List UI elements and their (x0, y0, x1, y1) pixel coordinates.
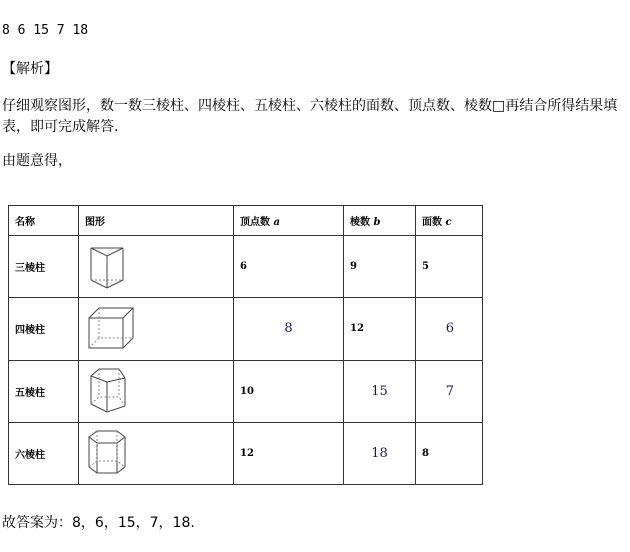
row-vertices: 10 (234, 360, 344, 422)
row-edges: 18 (344, 422, 416, 484)
header-shape: 图形 (79, 206, 234, 236)
header-edges: 棱数 b (344, 206, 416, 236)
table-header-row (9, 206, 483, 236)
analysis-paragraph: 仔细观察图形，数一数三棱柱、四棱柱、五棱柱、六棱柱的面数、顶点数、棱数□再结合所得结果填表，即可完成解答. (2, 98, 618, 135)
faces-symbol: c (445, 217, 452, 229)
row-shape (79, 298, 234, 360)
row-shape (79, 422, 234, 484)
vertices-symbol: a (273, 217, 280, 229)
answer-summary: 8 6 15 7 18 (2, 23, 89, 38)
section-heading: 【解析】 (2, 61, 58, 77)
row-name: 六棱柱 (9, 422, 79, 484)
row-vertices: 12 (234, 422, 344, 484)
row-name: 四棱柱 (9, 298, 79, 360)
row-faces: 7 (416, 360, 483, 422)
row-edges: 15 (344, 360, 416, 422)
header-vertices: 顶点数 a (234, 206, 344, 236)
square-prism-icon (85, 304, 145, 354)
pentagonal-prism-icon (85, 366, 145, 416)
table-row (9, 236, 483, 298)
header-faces: 面数 c (416, 206, 483, 236)
row-faces: 6 (416, 298, 483, 360)
given-text: 由题意得， (2, 153, 72, 169)
row-name: 五棱柱 (9, 360, 79, 422)
row-faces: 5 (416, 236, 483, 298)
hexagonal-prism-icon (85, 428, 145, 478)
row-edges: 12 (344, 298, 416, 360)
row-shape (79, 236, 234, 298)
prism-table (8, 205, 483, 485)
row-faces: 8 (416, 422, 483, 484)
header-name: 名称 (9, 206, 79, 236)
triangular-prism-icon (85, 242, 145, 292)
table-row (9, 360, 483, 422)
row-vertices: 6 (234, 236, 344, 298)
row-vertices: 8 (234, 298, 344, 360)
table-row (9, 298, 483, 360)
final-answer: 故答案为：8，6，15，7，18. (2, 515, 195, 531)
edges-symbol: b (373, 217, 381, 229)
row-edges: 9 (344, 236, 416, 298)
table-row (9, 422, 483, 484)
row-name: 三棱柱 (9, 236, 79, 298)
row-shape (79, 360, 234, 422)
